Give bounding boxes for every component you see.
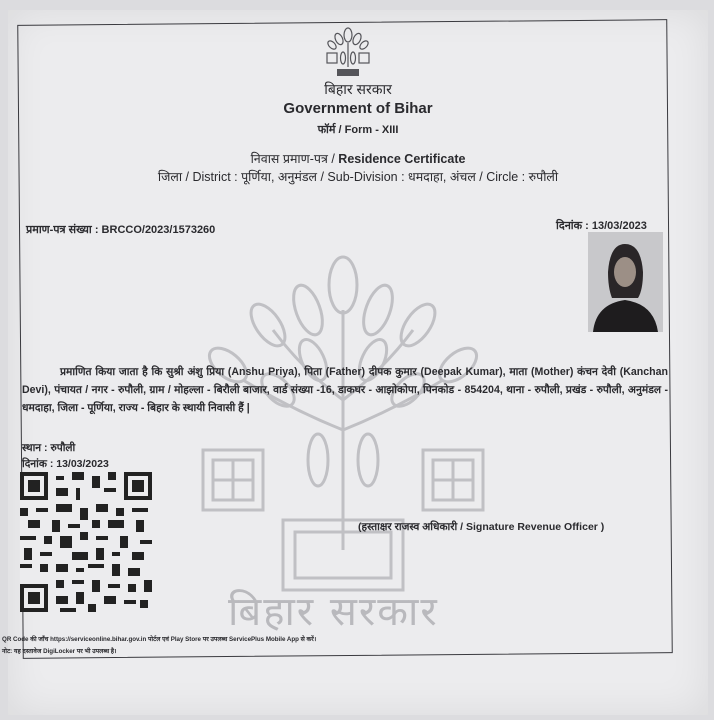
certificate-date: दिनांक : 13/03/2023 (556, 220, 647, 232)
hindi-title: बिहार सरकार (324, 81, 392, 97)
certificate-type (8, 150, 708, 167)
bodhi-tree-emblem-icon (313, 25, 383, 80)
certificate-type-english: Residence Certificate (338, 152, 466, 166)
footer-date: दिनांक : 13/03/2023 (22, 458, 109, 470)
location-line: जिला / District : पूर्णिया, अनुमंडल / Sub-Division : धमदाहा, अंचल / Circle : रुपौली (157, 170, 559, 184)
applicant-photo (588, 232, 663, 332)
place-label: स्थान : रुपौली (22, 442, 76, 454)
bihar-emblem-watermark (183, 250, 503, 630)
bihar-sarkar-watermark: बिहार सरकार (228, 589, 439, 635)
qr-code (20, 472, 152, 612)
digilocker-note: नोट: यह दस्तावेज DigiLocker पर भी उपलब्ध है। (2, 648, 117, 655)
signature-label: (हस्ताक्षर राजस्व अधिकारी / Signature Revenue Officer ) (358, 521, 605, 533)
certificate-number: प्रमाण-पत्र संख्या : BRCCO/2023/1573260 (26, 224, 216, 236)
certificate-body-text: प्रमाणित किया जाता है कि सुश्री अंशु प्रिया (Anshu Priya), पिता (Father) दीपक कुमार (Deepak Kumar), माता (Mother) कंचन देवी (Kanchan Devi), पंचायत / नगर - रुपौली, ग्राम / मोहल्ला - बिरौली बाजार, वार्ड संख्या -16, डाकघर - आझोकोपा, पिनकोड - 854204, थाना - रुपौली, प्रखंड - रुपौली, अनुमंडल - धमदाहा, जिला - पूर्णिया, राज्य - बिहार के स्थायी निवासी हैं | (22, 366, 668, 414)
form-number: फॉर्म / Form - XIII (317, 124, 399, 136)
government-title: Government of Bihar (283, 100, 433, 117)
certificate-type-hindi: निवास प्रमाण-पत्र / (250, 152, 339, 166)
qr-verification-note: QR Code की जाँच https://serviceonline.bihar.gov.in पोर्टल एवं Play Store पर उपलब्ध ServicePlus Mobile App से करें। (2, 636, 317, 643)
certificate-paper (2, 10, 708, 715)
